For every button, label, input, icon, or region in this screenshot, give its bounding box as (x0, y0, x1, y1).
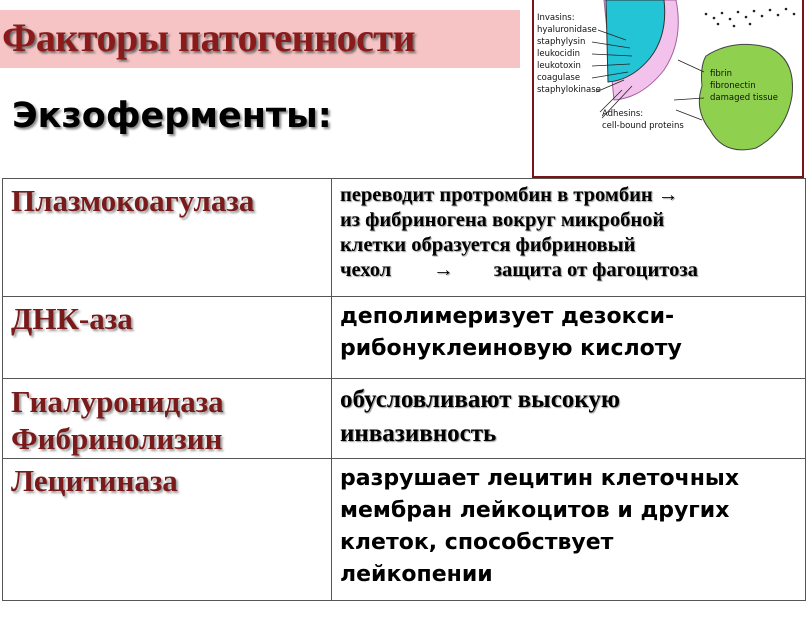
description-line: лейкопении (340, 562, 493, 587)
label-leukotoxin: leukotoxin (537, 61, 581, 71)
enzyme-description (332, 297, 805, 369)
table-row (3, 459, 806, 601)
page-title: Факторы патогенности (2, 15, 416, 60)
label-coagulase: coagulase (537, 73, 581, 83)
enzyme-name: Плазмокоагулаза (11, 183, 255, 218)
bacterium-diagram (532, 0, 804, 178)
description-line: клетки образуется фибриновый (340, 234, 636, 256)
table-row (3, 297, 806, 379)
label-hyaluronidase: hyaluronidase (537, 25, 597, 35)
description-line: клеток, способствует (340, 530, 614, 555)
enzyme-name-cell (3, 297, 332, 379)
arrow-symbol: → (433, 259, 454, 281)
label-leukocidin: leukocidin (537, 49, 580, 59)
description-line: обусловливают высокую (340, 386, 620, 413)
enzyme-description-cell (332, 379, 806, 459)
label-fibrin: fibrin (710, 69, 732, 79)
table-row (3, 379, 806, 459)
description-line: деполимеризует дезокси- (340, 304, 675, 329)
enzyme-name-cell (3, 179, 332, 297)
enzyme-description-cell (332, 459, 806, 601)
enzyme-description-cell (332, 179, 806, 297)
enzyme-name: ДНК-аза (11, 301, 133, 336)
enzyme-name-cell (3, 379, 332, 459)
label-fibronectin: fibronectin (710, 81, 756, 91)
description-line: из фибриногена вокруг микробной (340, 209, 665, 231)
description-fragment: чехол (340, 259, 392, 281)
description-line: разрушает лецитин клеточных (340, 466, 740, 491)
description-line: рибонуклеиновую кислоту (340, 336, 682, 361)
description-line: мембран лейкоцитов и других (340, 498, 730, 523)
exoenzymes-table (2, 178, 806, 601)
enzyme-name: Фибринолизин (11, 421, 223, 456)
enzyme-name: Гиалуронидаза (11, 384, 224, 419)
description-line: инвазивность (340, 420, 497, 447)
description-line: переводит протромбин в тромбин → (340, 184, 679, 206)
enzyme-description-cell (332, 297, 806, 379)
label-staphylokinase: staphylokinase (537, 85, 601, 95)
enzyme-description (332, 379, 805, 455)
section-subtitle: Экзоферменты: (12, 96, 332, 136)
label-adhesins: Adhesins: (602, 109, 644, 119)
enzyme-description (332, 459, 805, 595)
secreted-particles (705, 8, 796, 28)
enzyme-description (332, 179, 805, 287)
table-row (3, 179, 806, 297)
label-cell-bound-proteins: cell-bound proteins (602, 121, 684, 131)
description-line (340, 258, 805, 283)
label-damaged-tissue: damaged tissue (710, 93, 778, 103)
label-staphylysin: staphylysin (537, 37, 586, 47)
label-invasins: Invasins: (537, 13, 575, 23)
enzyme-name: Лецитиназа (11, 463, 178, 498)
enzyme-name-cell (3, 459, 332, 601)
description-fragment: защита от фагоцитоза (493, 259, 698, 281)
